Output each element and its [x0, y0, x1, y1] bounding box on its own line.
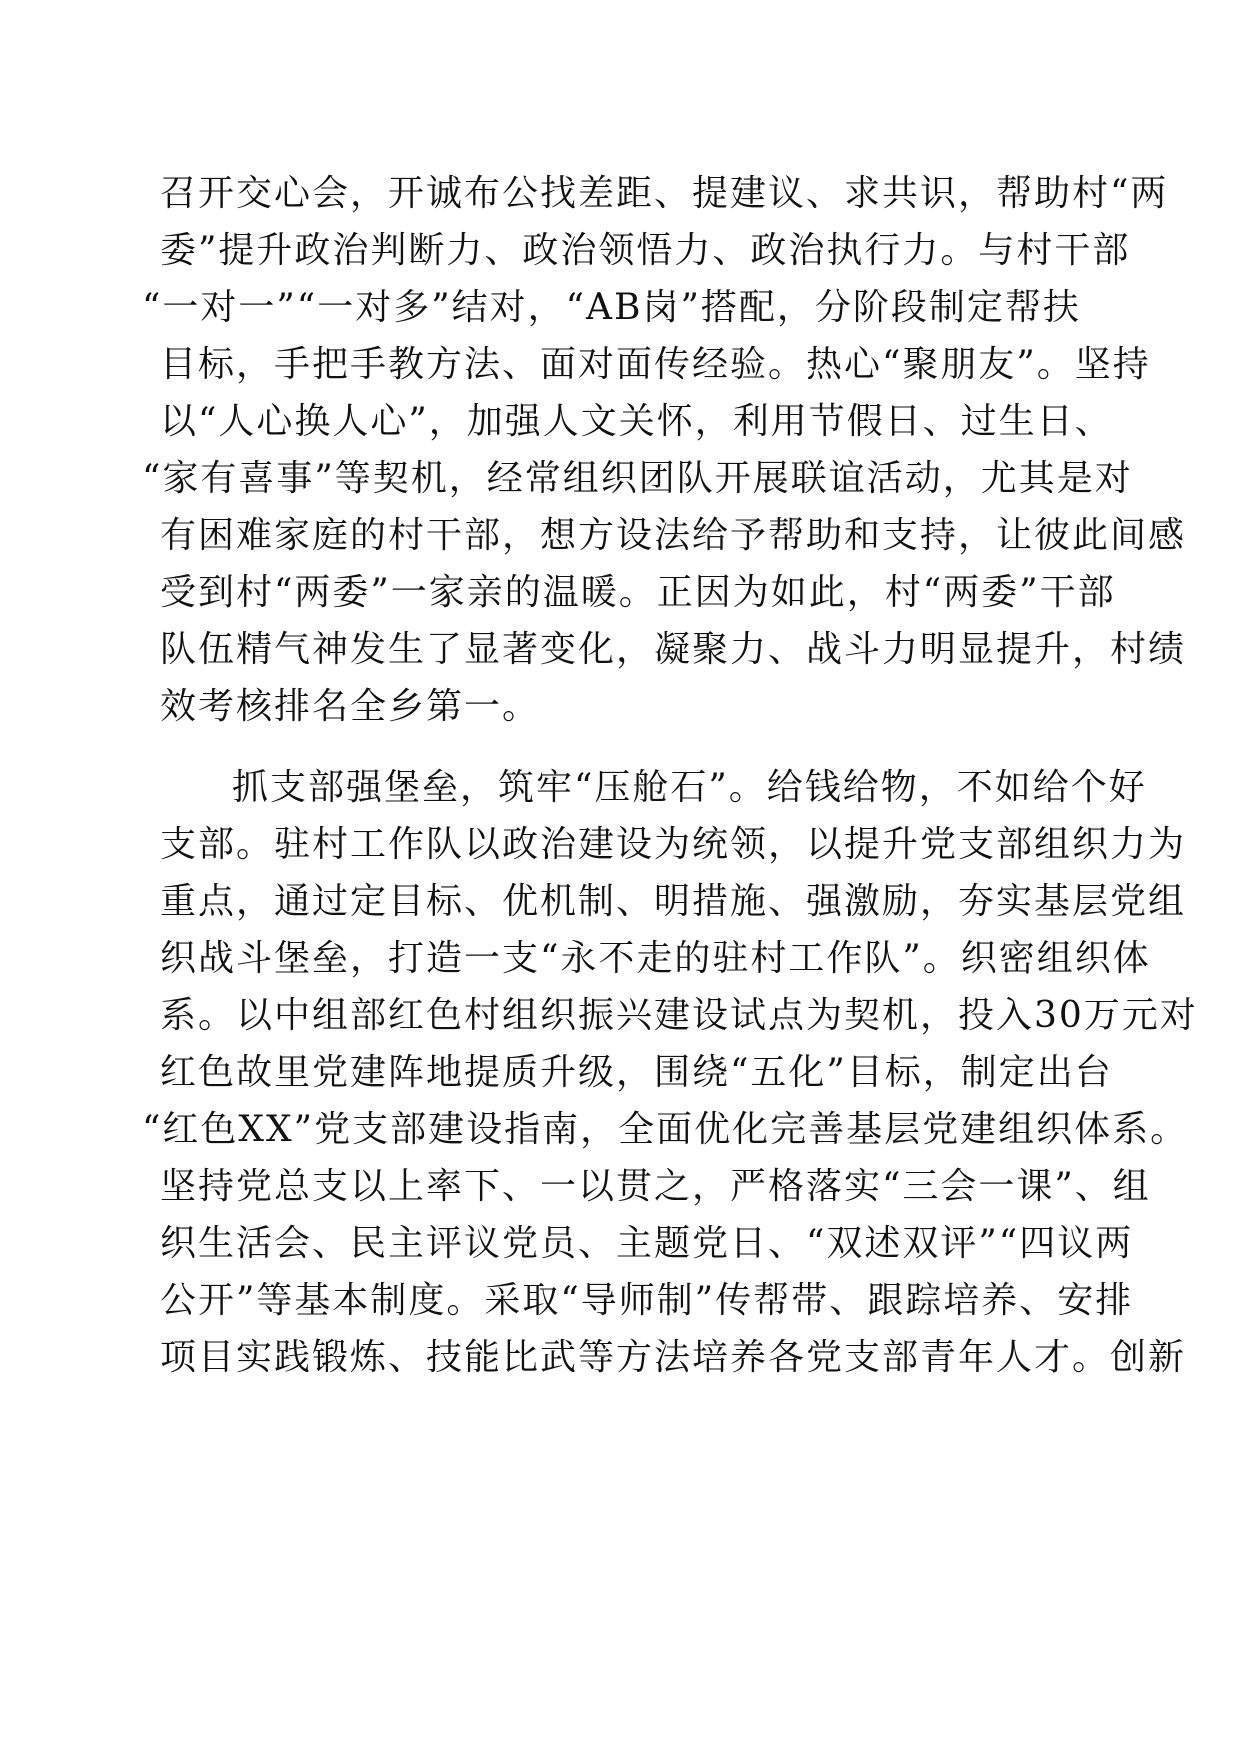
text-line: 项目实践锻炼、技能比武等方法培养各党支部青年人才。创新 — [160, 1337, 1187, 1378]
text-line: 公开”等基本制度。采取“导师制”传帮带、跟踪培养、安排 — [160, 1280, 1134, 1321]
text-line: “一对一”“一对多”结对，“AB岗”搭配，分阶段制定帮扶 — [142, 287, 1081, 328]
paragraph-heading-line: 抓支部强堡垒，筑牢“压舱石”。给钱给物，不如给个好 — [232, 767, 1147, 808]
text-line: 红色故里党建阵地提质升级，围绕“五化”目标，制定出台 — [160, 1052, 1113, 1093]
text-line: 召开交心会，开诚布公找差距、提建议、求共识，帮助村“两 — [160, 173, 1169, 214]
text-line: 重点，通过定目标、优机制、明措施、强激励，夯实基层党组 — [160, 881, 1187, 922]
text-line: 织战斗堡垒，打造一支“永不走的驻村工作队”。织密组织体 — [160, 938, 1151, 979]
text-line: 系。以中组部红色村组织振兴建设试点为契机，投入30万元对 — [160, 995, 1198, 1036]
text-line: 委”提升政治判断力、政治领悟力、政治执行力。与村干部 — [160, 230, 1131, 271]
text-line: “红色XX”党支部建设指南，全面优化完善基层党建组织体系。 — [142, 1109, 1189, 1150]
text-line: “家有喜事”等契机，经常组织团队开展联谊活动，尤其是对 — [142, 458, 1133, 499]
text-line: 有困难家庭的村干部，想方设法给予帮助和支持，让彼此间感 — [160, 515, 1187, 556]
text-line: 目标，手把手教方法、面对面传经验。热心“聚朋友”。坚持 — [160, 344, 1151, 385]
text-line: 坚持党总支以上率下、一以贯之，严格落实“三会一课”、组 — [160, 1166, 1151, 1207]
text-line: 以“人心换人心”，加强人文关怀，利用节假日、过生日、 — [160, 401, 1113, 442]
text-line: 效考核排名全乡第一。 — [160, 686, 541, 727]
text-line: 支部。驻村工作队以政治建设为统领，以提升党支部组织力为 — [160, 824, 1187, 865]
text-line: 织生活会、民主评议党员、主题党日、“双述双评”“四议两 — [160, 1223, 1134, 1264]
text-line: 队伍精气神发生了显著变化，凝聚力、战斗力明显提升，村绩 — [160, 629, 1187, 670]
text-line: 受到村“两委”一家亲的温暖。正因为如此，村“两委”干部 — [160, 572, 1116, 613]
